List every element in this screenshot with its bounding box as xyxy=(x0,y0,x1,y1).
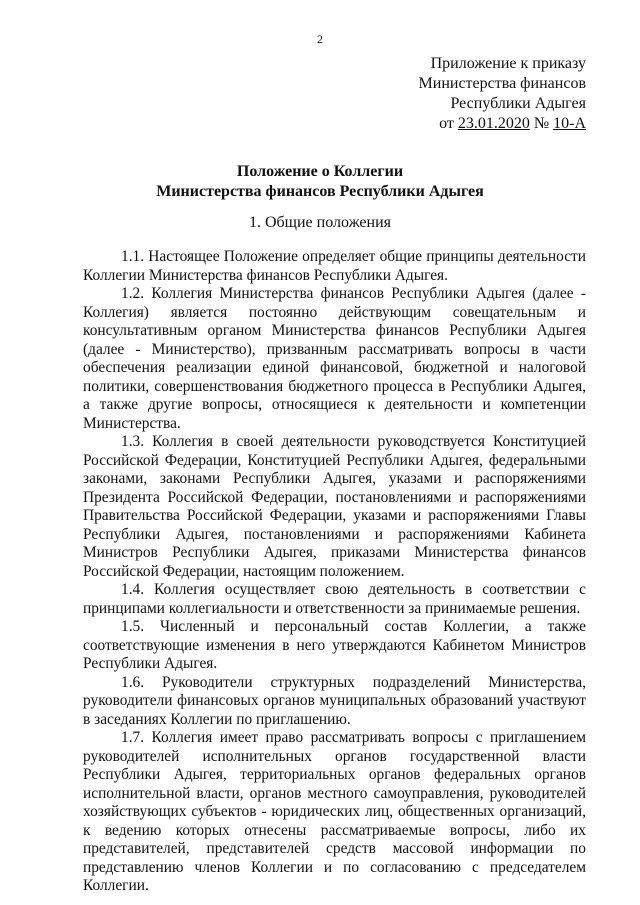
paragraph-1-4: 1.4. Коллегия осуществляет свою деятельность в соответствии с принципами коллегиальности и ответственности за принимаемые решения. xyxy=(83,581,586,617)
title-line-2: Министерства финансов Республики Адыгея xyxy=(156,183,484,200)
number-sign: № xyxy=(529,115,554,132)
paragraph-1-5: 1.5. Численный и персональный состав Коллегии, а также соответствующие изменения в него утверждаются Кабинетом Министров Республики Адыгея. xyxy=(83,618,586,672)
appendix-line-3: Республики Адыгея xyxy=(450,95,586,112)
order-date: 23.01.2020 xyxy=(457,115,530,132)
paragraph-1-2: 1.2. Коллегия Министерства финансов Республики Адыгея (далее - Коллегия) является постоянно действующим совещательным и консультативным органом Министерства финансов Республики Адыгея (далее - Министерство), призванным рассматривать вопросы в части обеспечения реализации единой финансовой, бюджетной и налоговой политики, совершенствования бюджетного процесса в Республики Адыгея, а также другие вопросы, относящиеся к деятельности и компетенции Министерства. xyxy=(83,285,586,432)
paragraph-1-6: 1.6. Руководители структурных подразделений Министерства, руководители финансовых органов муниципальных образований участвуют в заседаниях Коллегии по приглашению. xyxy=(83,673,586,728)
paragraph-1-1: 1.1. Настоящее Положение определяет общие принципы деятельности Коллегии Министерства финансов Республики Адыгея. xyxy=(83,248,586,284)
appendix-block xyxy=(400,54,586,134)
appendix-line-1: Приложение к приказу xyxy=(430,55,586,72)
title-line-1: Положение о Коллегии xyxy=(236,163,404,180)
appendix-line-2: Министерства финансов xyxy=(418,75,586,92)
section-heading: 1. Общие положения xyxy=(248,214,392,231)
page-number: 2 xyxy=(317,32,323,46)
document-title xyxy=(0,162,640,202)
order-number: 10-А xyxy=(553,115,586,132)
document-body xyxy=(83,248,586,896)
appendix-date-line xyxy=(400,114,586,134)
date-prefix: от xyxy=(439,115,458,132)
paragraph-1-7: 1.7. Коллегия имеет право рассматривать вопросы с приглашением руководителей исполнительных органов государственной власти Республики Адыгея, территориальных органов федеральных органов исполнительной власти, органов местного самоуправления, руководителей хозяйствующих субъектов - юридических лиц, общественных организаций, к ведению которых отнесены рассматриваемые вопросы, либо их представителей, представителей средств массовой информации по представлению членов Коллегии и по согласованию с председателем Коллегии. xyxy=(83,729,586,894)
paragraph-1-3: 1.3. Коллегия в своей деятельности руководствуется Конституцией Российской Федерации, Конституцией Республики Адыгея, федеральными законами, законами Республики Адыгея, указами и распоряжениями Президента Российской Федерации, постановлениями и распоряжениями Правительства Российской Федерации, указами и распоряжениями Главы Республики Адыгея, постановлениями и распоряжениями Кабинета Министров Республики Адыгея, приказами Министерства финансов Российской Федерации, настоящим положением. xyxy=(83,433,586,580)
